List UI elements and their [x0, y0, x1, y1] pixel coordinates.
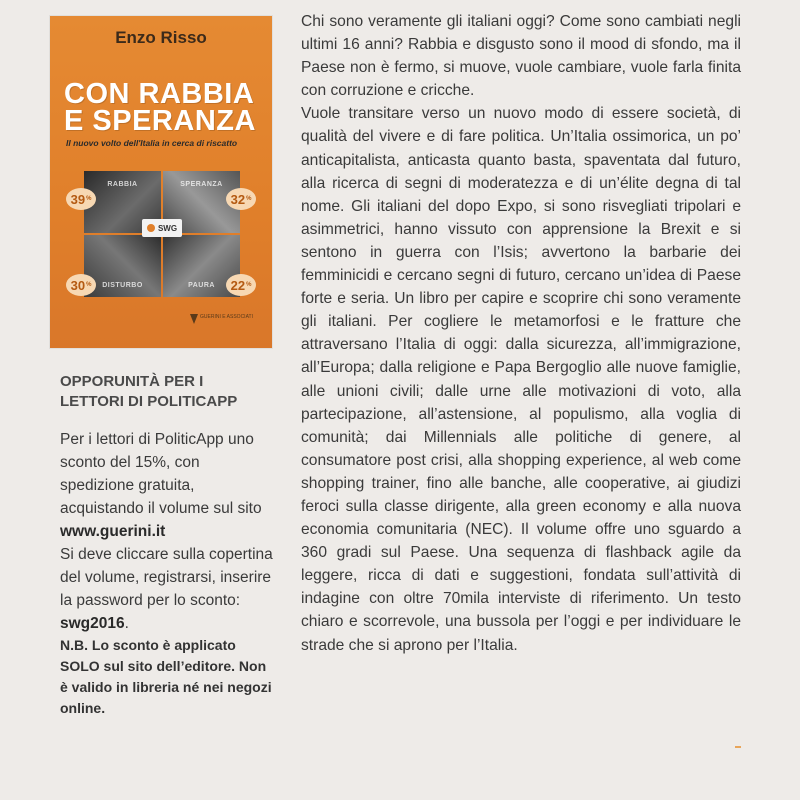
percent-value: 32 [230, 191, 246, 207]
description-paragraph: Vuole transitare verso un nuovo modo di essere società, di qualità del vivere e di fare politica. Un’Italia ossimorica, un po’ anticapitalista, anticasta quanto basta, spaventata dal futuro, alla ricerca di segni di moderatezza e di un’élite degna di tal nome. Gli italiani del dopo Expo, si sono risvegliati tripolari e asimmetrici, hanno vissuto con apprensione la Brexit e si sentono in guerra con l’Isis; avvertono la barbarie dei femminicidi e cercano segni di futuro, cercano un’idea di Paese forte e seria. Un libro per capire e scoprire chi sono veramente gli italiani. Per cogliere le metamorfosi e le fratture che attraversano l’Italia di oggi: dalla sicurezza, all’immigrazione, all’Europa; dalla religione e Papa Bergoglio alle nuove famiglie, alle unioni civili; dalle urne alle motivazioni di voto, alla partecipazione, all’astensione, al populismo, alla voglia di comunità; dai Millennials alle politiche di genere, al consumatore post crisi, alla shopping experience, al web come shopping trainer, fino alle banche, alle cooperative, ai giudizi feroci sulla classe dirigente, alla green economy e alla nuova economia comunitaria (NEC). Il volume offre uno sguardo a 360 gradi sul Paese. Una sequenza di flashback agile da leggere, ricca di dati e suggestioni, fondata sull’attività di indagine con oltre 70mila interviste di riferimento. Un testo chiaro e scorrevole, una bussola per l’oggi e per individuare le strade che si aprono per l’Italia. [301, 105, 741, 654]
cover-subtitle: Il nuovo volto dell'Italia in cerca di riscatto [66, 138, 238, 148]
offer-text-3: . [124, 615, 129, 632]
offer-heading-line2: LETTORI DI POLITICAPP [60, 393, 238, 410]
percent-suffix: % [246, 282, 252, 288]
swg-logo-icon [147, 224, 155, 232]
cover-photo-quadrant [84, 235, 161, 297]
reader-offer [60, 372, 275, 719]
percent-suffix: % [246, 196, 252, 202]
percent-value: 39 [70, 191, 86, 207]
cover-title-line1: CON RABBIA [64, 78, 255, 110]
cover-photo-label: DISTURBO [102, 282, 143, 289]
offer-heading-line1: OPPORUNITÀ PER I [60, 373, 204, 390]
description-paragraph: Chi sono veramente gli italiani oggi? Come sono cambiati negli ultimi 16 anni? Rabbia e disgusto sono il mood di sfondo, ma il Paese non è fermo, si muove, vuole cambiare, vuole farla finita con corruzione e cricche. [301, 13, 741, 100]
cover-photo [84, 171, 240, 297]
book-cover[interactable] [50, 16, 272, 348]
offer-text-2: Si deve cliccare sulla copertina del volume, registrarsi, inserire la password per lo sconto: [60, 546, 273, 609]
offer-body [60, 428, 275, 635]
offer-text-1: Per i lettori di PoliticApp uno sconto del 15%, con spedizione gratuita, acquistando il volume sul sito [60, 431, 262, 517]
cover-percent-badge [66, 274, 96, 296]
cover-percent-badge [226, 188, 256, 210]
discount-password: swg2016 [60, 615, 125, 632]
cover-photo-label: PAURA [188, 282, 215, 289]
publisher-site-link[interactable]: www.guerini.it [60, 523, 166, 540]
percent-suffix: % [86, 282, 92, 288]
cover-percent-badge [226, 274, 256, 296]
percent-value: 30 [70, 277, 86, 293]
swg-logo [142, 219, 182, 237]
percent-value: 22 [230, 277, 246, 293]
cover-photo-label: RABBIA [107, 181, 138, 188]
percent-suffix: % [86, 196, 92, 202]
cover-percent-badge [66, 188, 96, 210]
cover-author: Enzo Risso [115, 28, 207, 47]
book-description [301, 10, 741, 657]
swg-logo-text: SWG [157, 223, 178, 233]
cover-publisher: GUERINI E ASSOCIATI [200, 314, 253, 320]
cover-title-line2: E SPERANZA [64, 105, 256, 137]
decorative-mark [735, 746, 741, 748]
publisher-logo-icon [190, 314, 198, 324]
offer-note: N.B. Lo sconto è applicato SOLO sul sito dell’editore. Non è valido in libreria né nei negozi online. [60, 637, 272, 716]
cover-photo-label: SPERANZA [180, 181, 223, 188]
offer-heading [60, 372, 275, 412]
